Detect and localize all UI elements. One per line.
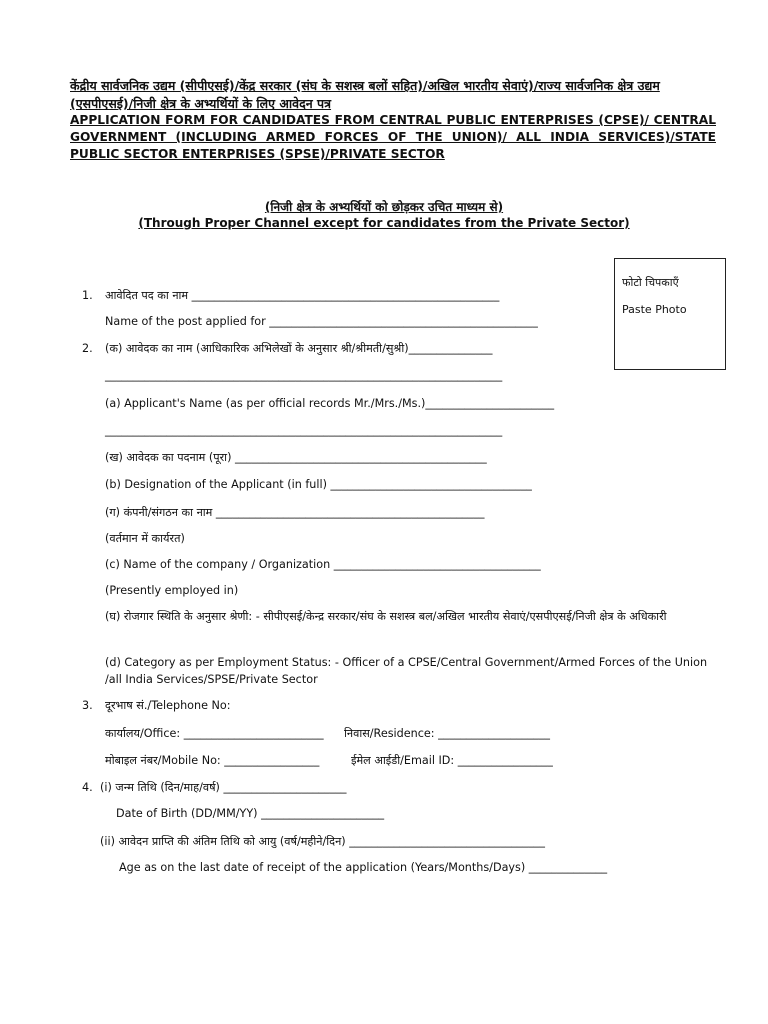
photo-box-hindi-label: फोटो चिपकाएँ [622,276,679,289]
applicant-name-english-continuation-line[interactable]: _______________________________________________________________________ [105,424,503,437]
email-id-field[interactable]: ईमेल आईडी/Email ID: _________________ [351,754,553,767]
applicant-name-hindi-field[interactable]: (क) आवेदक का नाम (आधिकारिक अभिलेखों के अनुसार श्री/श्रीमती/सुश्री)_______________ [105,342,493,355]
category-hindi-label: (घ) रोजगार स्थिति के अनुसार श्रेणी: - सीपीएसई/केन्द्र सरकार/संघ के सशस्त्र बल/अखिल भारतीय सेवाएं/एसपीएसई/निजी क्षेत्र के अधिकारी [105,610,667,623]
item-number-4: 4. [82,781,93,794]
channel-note-hindi: (निजी क्षेत्र के अभ्यर्थियों को छोड़कर उचित माध्यम से) [264,200,504,214]
designation-english-field[interactable]: (b) Designation of the Applicant (in full) ____________________________________ [105,478,532,491]
dob-hindi-field[interactable]: (i) जन्म तिथि (दिन/माह/वर्ष) ______________________ [100,781,347,794]
category-english-label: (d) Category as per Employment Status: - Officer of a CPSE/Central Government/Armed Forces of the Union /all India Services/SPSE/Private Sector [105,656,708,686]
applicant-name-continuation-line[interactable]: _______________________________________________________________________ [105,369,503,382]
photo-box[interactable] [614,258,726,370]
english-title: APPLICATION FORM FOR CANDIDATES FROM CENTRAL PUBLIC ENTERPRISES (CPSE)/ CENTRAL GOVERNMENT (INCLUDING ARMED FORCES OF THE UNION)/ ALL INDIA SERVICES)/STATE PUBLIC SECTOR ENTERPRISES (SPSE)/PRIVATE SECTOR [70,113,716,161]
designation-hindi-field[interactable]: (ख) आवेदक का पदनाम (पूरा) _____________________________________________ [105,451,487,464]
item-number-3: 3. [82,699,93,712]
company-hindi-field[interactable]: (ग) कंपनी/संगठन का नाम ________________________________________________ [105,506,485,519]
presently-employed-english-label: (Presently employed in) [105,584,239,597]
age-hindi-field[interactable]: (ii) आवेदन प्राप्ति की अंतिम तिथि को आयु (वर्ष/महीने/दिन) ___________________________________ [100,835,545,848]
item-number-1: 1. [82,289,93,302]
age-english-field[interactable]: Age as on the last date of receipt of the application (Years/Months/Days) ______________ [119,861,608,874]
post-name-english-field[interactable]: Name of the post applied for ________________________________________________ [105,315,538,328]
channel-note-english: (Through Proper Channel except for candidates from the Private Sector) [138,216,630,230]
applicant-name-english-field[interactable]: (a) Applicant's Name (as per official records Mr./Mrs./Ms.)_______________________ [105,397,555,410]
presently-employed-hindi-label: (वर्तमान में कार्यरत) [105,532,185,545]
photo-box-english-label: Paste Photo [622,303,687,316]
company-english-field[interactable]: (c) Name of the company / Organization _____________________________________ [105,558,541,571]
item-number-2: 2. [82,342,93,355]
post-name-hindi-field[interactable]: आवेदित पद का नाम _______________________________________________________ [105,289,500,302]
mobile-number-field[interactable]: मोबाइल नंबर/Mobile No: _________________ [105,754,320,767]
hindi-title: केंद्रीय सार्वजनिक उद्यम (सीपीएसई)/केंद्र सरकार (संघ के सशस्त्र बलों सहित)/अखिल भारतीय सेवाएं)/राज्य सार्वजनिक क्षेत्र उद्यम (एसपीएसई)/निजी क्षेत्र के अभ्यर्थियों के लिए आवेदन पत्र [70,78,660,111]
residence-phone-field[interactable]: निवास/Residence: ____________________ [344,727,550,740]
telephone-label: दूरभाष सं./Telephone No: [105,699,231,712]
dob-english-field[interactable]: Date of Birth (DD/MM/YY) ______________________ [116,807,385,820]
office-phone-field[interactable]: कार्यालय/Office: _________________________ [105,727,324,740]
